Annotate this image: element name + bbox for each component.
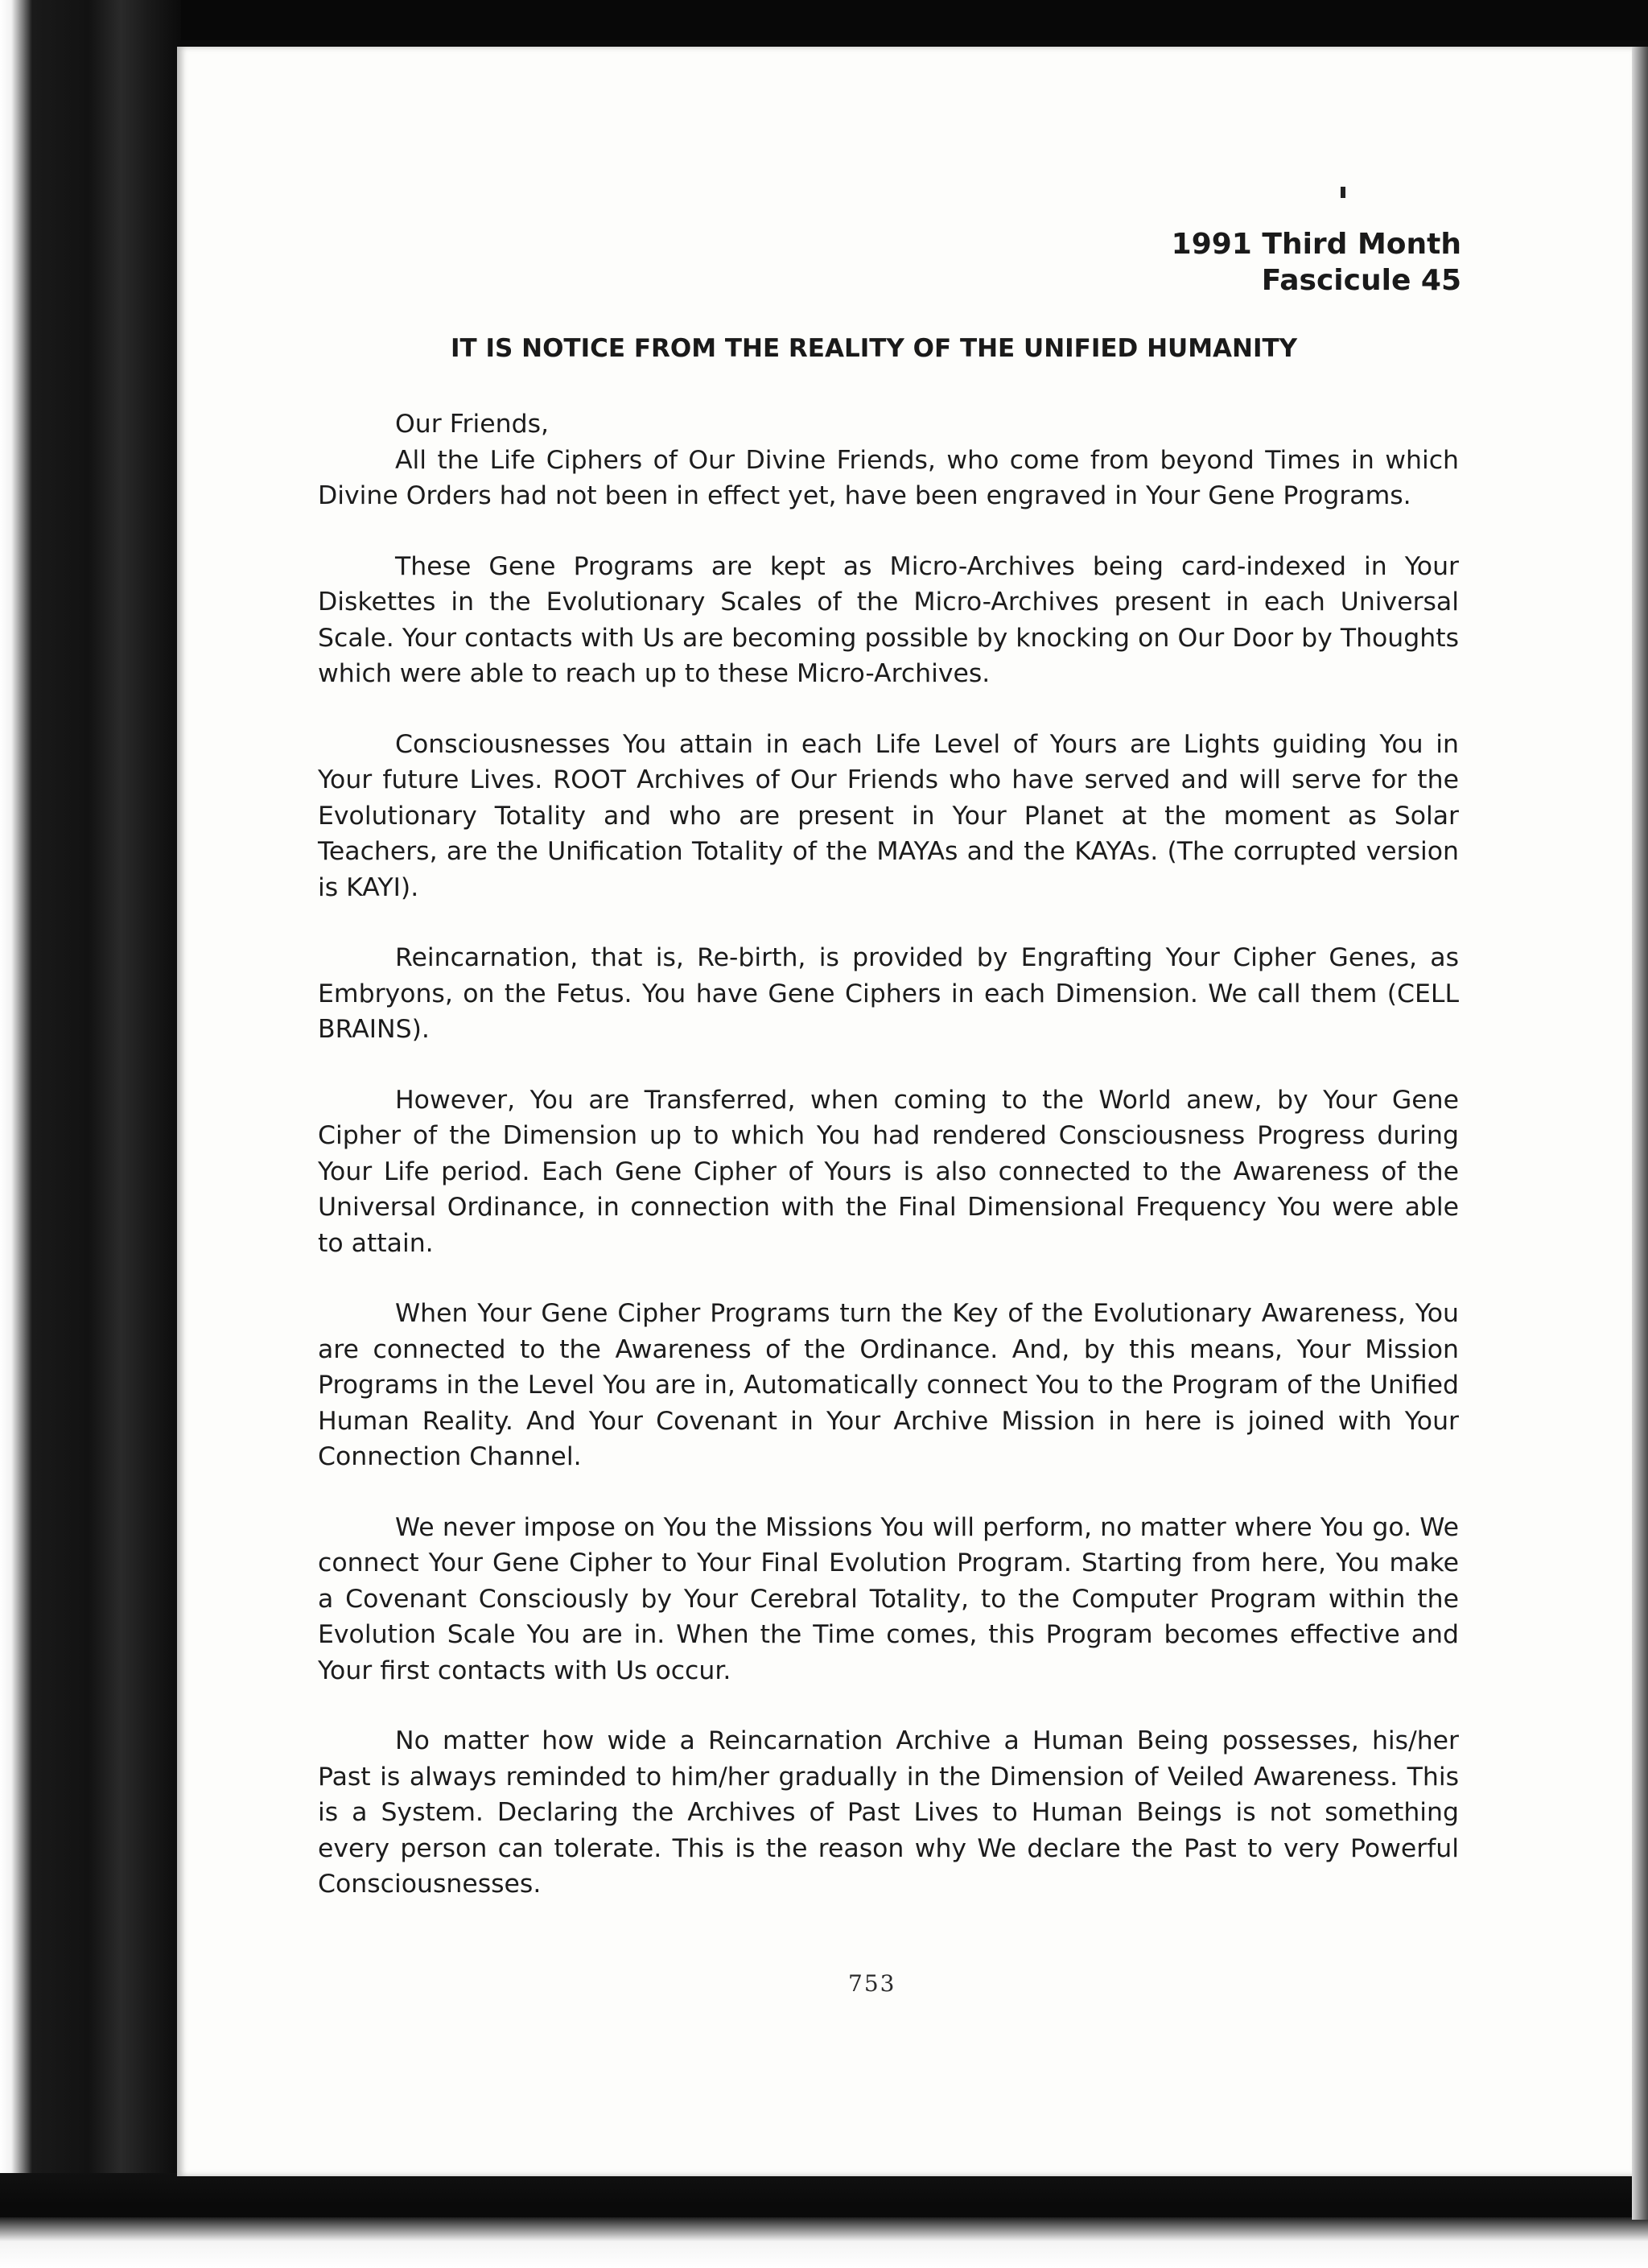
- salutation: Our Friends,: [395, 410, 550, 439]
- paragraph-5: However, You are Transferred, when coming to the World anew, by Your Gene Cipher of the Dimension up to which You had rendered Consciousness Progress during Your Life period. Each Gene Cipher of Yours is also connected to the Awareness of the Universal Ordinance, in connection with the Final Dimensional Frequency You were able to attain.: [318, 1085, 1459, 1258]
- header-fascicule: Fascicule 45: [1261, 264, 1461, 297]
- speck-mark: [1341, 187, 1345, 198]
- paragraph-8: No matter how wide a Reincarnation Archive a Human Being possesses, his/her Past is always reminded to him/her gradually in the Dimension of Veiled Awareness. This is a System. Declaring the Archives of Past Lives to Human Beings is not something every person can tolerate. This is the reason why We declare the Past to very Powerful Consciousnesses.: [318, 1726, 1459, 1899]
- paragraph-6: When Your Gene Cipher Programs turn the Key of the Evolutionary Awareness, You are connected to the Awareness of the Ordinance. And, by this means, Your Mission Programs in the Level You are in, Automatically connect You to the Program of the Unified Human Reality. And Your Covenant in Your Archive Mission in here is joined with Your Connection Channel.: [318, 1299, 1459, 1471]
- page-number: 753: [848, 1970, 896, 1997]
- document-body: [318, 406, 1459, 1937]
- scan-top-border: [0, 0, 1648, 40]
- paragraph-3: Consciousnesses You attain in each Life Level of Yours are Lights guiding You in Your future Lives. ROOT Archives of Our Friends who have served and will serve for the Evolutionary Totality and who are present in Your Planet at the moment as Solar Teachers, are the Unification Totality of the MAYAs and the KAYAs. (The corrupted version is KAYI).: [318, 729, 1459, 902]
- paragraph-2: These Gene Programs are kept as Micro-Archives being card-indexed in Your Diskettes in the Evolutionary Scales of the Micro-Archives present in each Universal Scale. Your contacts with Us are becoming possible by knocking on Our Door by Thoughts which were able to reach up to these Micro-Archives.: [318, 551, 1459, 688]
- scan-right-border: [1632, 47, 1648, 2220]
- paragraph-4: Reincarnation, that is, Re-birth, is provided by Engrafting Your Cipher Genes, as Embryons, on the Fetus. You have Gene Ciphers in each Dimension. We call them (CELL BRAINS).: [318, 943, 1459, 1044]
- scan-bottom-edge: [0, 2217, 1648, 2268]
- scan-left-border: [0, 0, 181, 2268]
- paragraph-1: All the Life Ciphers of Our Divine Friends, who come from beyond Times in which Divine Orders had not been in effect yet, have been engraved in Your Gene Programs.: [318, 445, 1459, 510]
- document-title: IT IS NOTICE FROM THE REALITY OF THE UNIFIED HUMANITY: [451, 334, 1298, 363]
- paragraph-7: We never impose on You the Missions You will perform, no matter where You go. We connect Your Gene Cipher to Your Final Evolution Program. Starting from here, You make a Covenant Consciously by Your Cerebral Totality, to the Computer Program within the Evolution Scale You are in. When the Time comes, this Program becomes effective and Your first contacts with Us occur.: [318, 1512, 1459, 1685]
- header-date: 1991 Third Month: [1171, 228, 1461, 261]
